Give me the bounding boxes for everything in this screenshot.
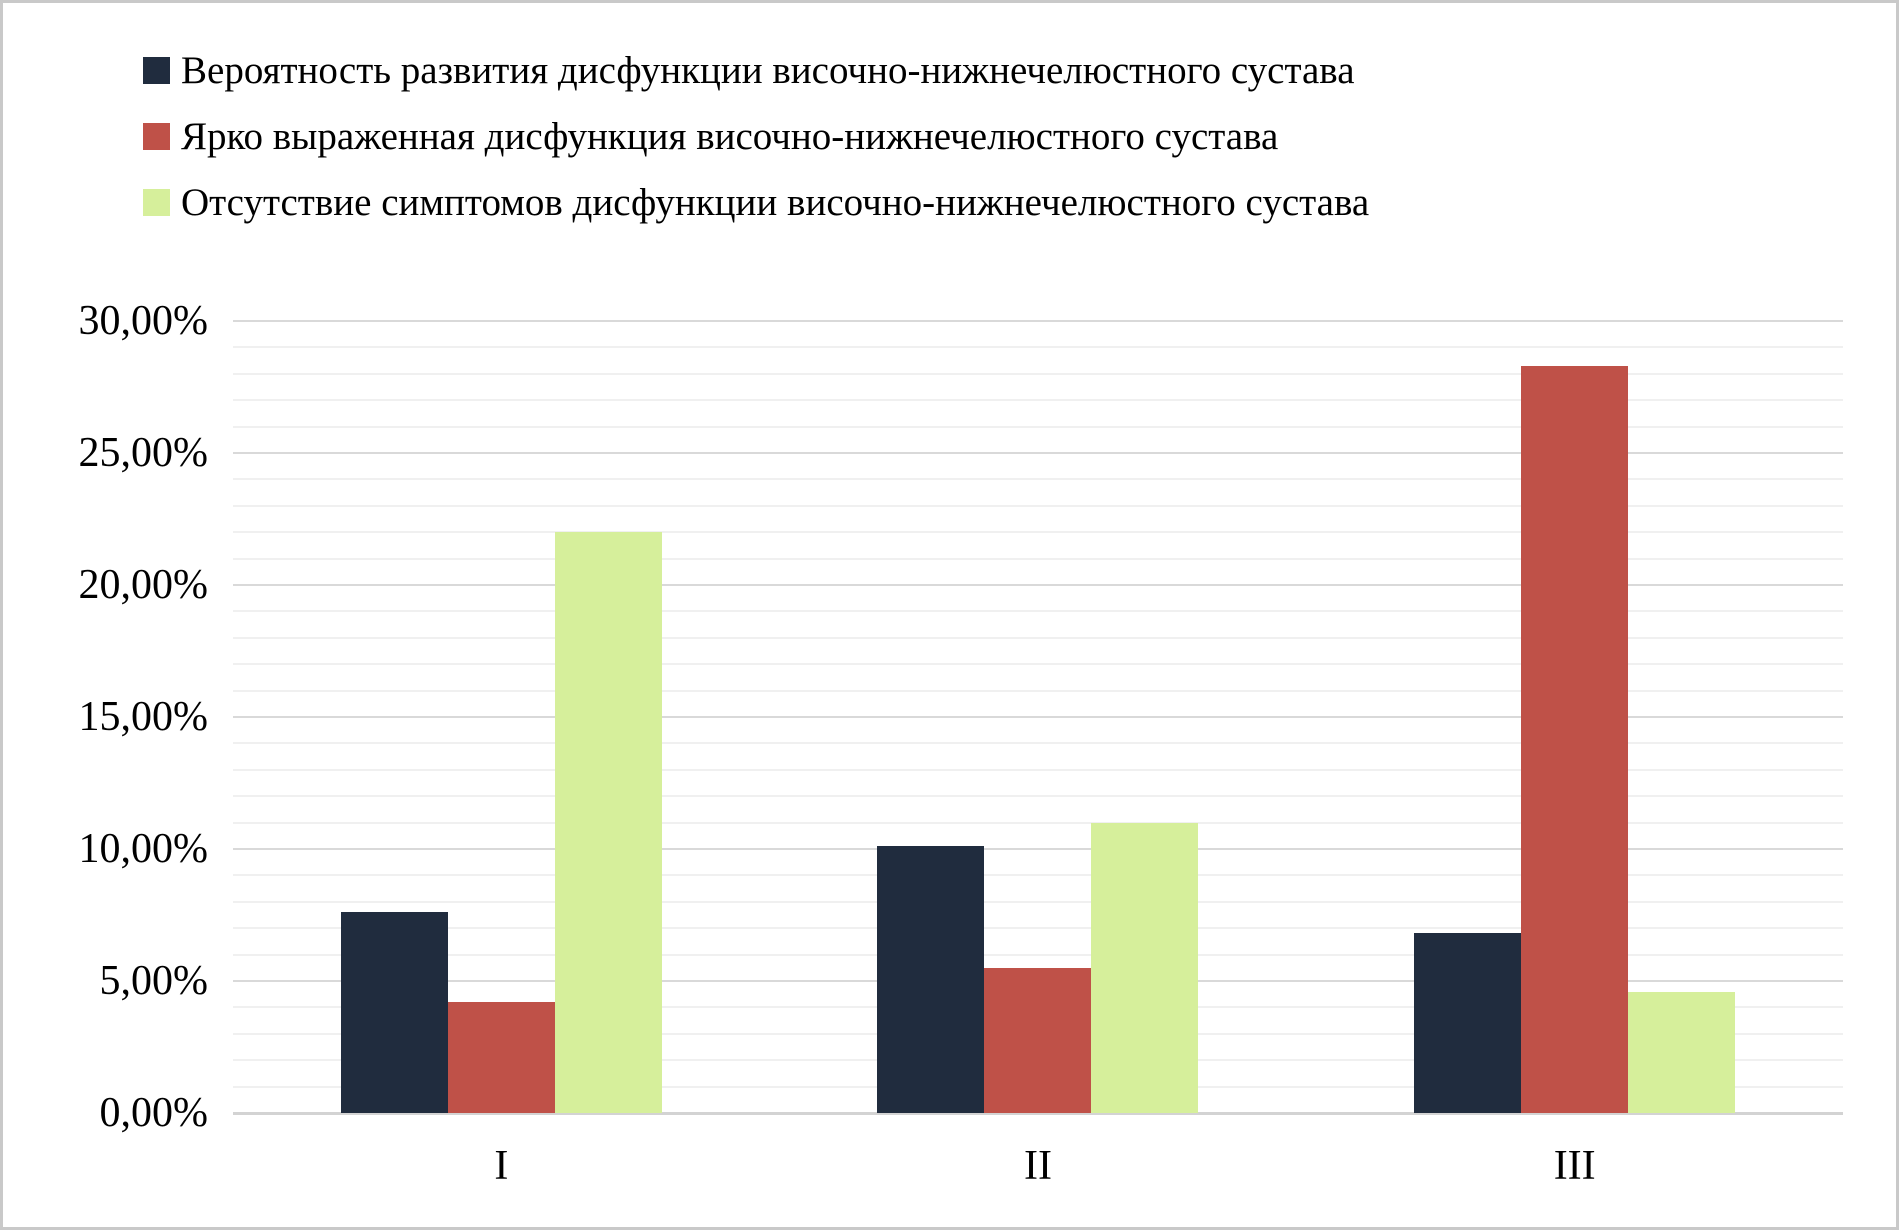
x-axis-label: I <box>494 1143 509 1189</box>
bar <box>341 912 448 1113</box>
bar-group <box>770 321 1307 1113</box>
legend-item <box>143 115 1369 157</box>
y-axis <box>3 298 208 1136</box>
bar <box>1414 933 1521 1113</box>
y-tick-label: 10,00% <box>78 826 208 872</box>
legend-swatch-icon <box>143 57 170 84</box>
x-axis-label: II <box>1024 1143 1052 1189</box>
y-tick-label: 0,00% <box>99 1090 208 1136</box>
legend <box>143 49 1369 223</box>
plot-area <box>233 321 1843 1113</box>
y-tick-label: 25,00% <box>78 430 208 476</box>
bar <box>448 1002 555 1113</box>
bar <box>1521 366 1628 1113</box>
legend-label: Вероятность развития дисфункции височно-нижнечелюстного сустава <box>181 48 1355 92</box>
legend-swatch-icon <box>143 123 170 150</box>
legend-item <box>143 181 1369 223</box>
legend-item <box>143 49 1369 91</box>
y-tick-label: 20,00% <box>78 562 208 608</box>
legend-label: Отсутствие симптомов дисфункции височно-нижнечелюстного сустава <box>181 180 1370 224</box>
bar <box>877 846 984 1113</box>
bar <box>1091 823 1198 1113</box>
bar-group <box>1306 321 1843 1113</box>
y-tick-label: 5,00% <box>99 958 208 1004</box>
y-tick-label: 15,00% <box>78 694 208 740</box>
bar <box>1628 992 1735 1113</box>
bar <box>984 968 1091 1113</box>
bar-group <box>233 321 770 1113</box>
bar <box>555 532 662 1113</box>
legend-swatch-icon <box>143 189 170 216</box>
y-tick-label: 30,00% <box>78 298 208 344</box>
x-axis <box>233 1131 1843 1187</box>
x-axis-label: III <box>1553 1143 1596 1189</box>
legend-label: Ярко выраженная дисфункция височно-нижнечелюстного сустава <box>181 114 1279 158</box>
